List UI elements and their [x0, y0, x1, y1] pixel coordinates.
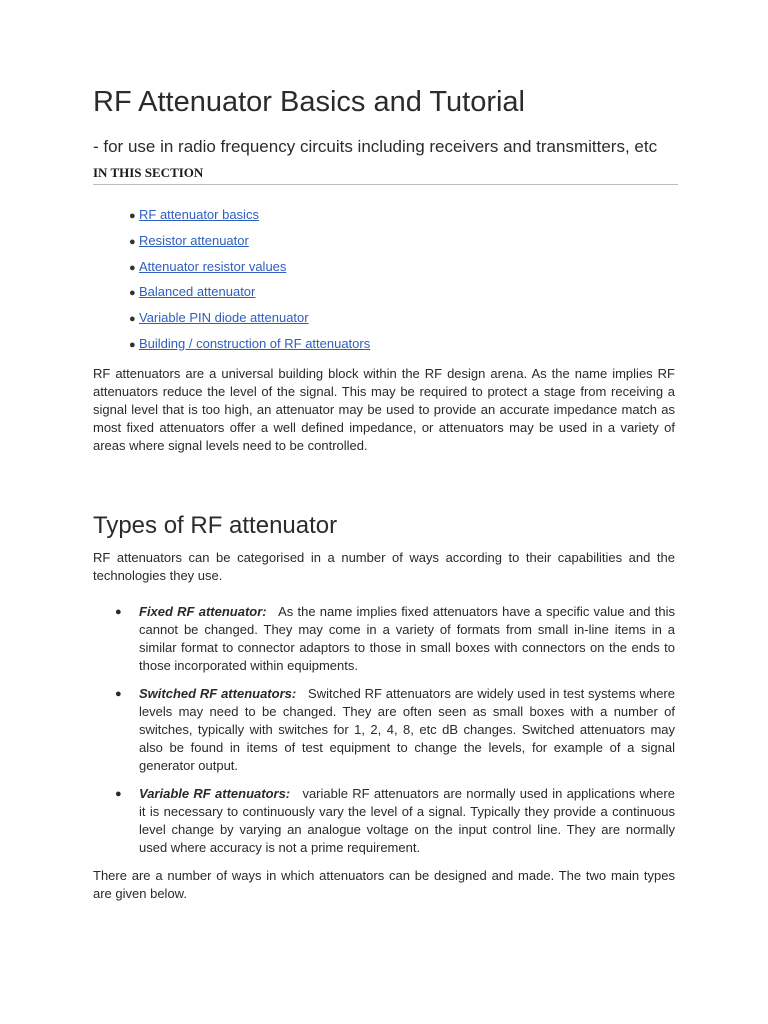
list-item — [93, 785, 675, 857]
toc-link-variable-pin-diode-attenuator[interactable]: Variable PIN diode attenuator — [139, 310, 309, 326]
bullet-icon: ● — [115, 688, 122, 700]
outro-paragraph: There are a number of ways in which attenuators can be designed and made. The two main types are given below. — [93, 868, 675, 901]
toc-item — [129, 335, 370, 361]
bullet-icon: ● — [129, 287, 136, 300]
type-term: Fixed RF attenuator: — [139, 604, 267, 619]
types-intro-paragraph: RF attenuators can be categorised in a number of ways according to their capabilities and the technologies they use. — [93, 550, 675, 583]
types-heading: Types of RF attenuator — [93, 512, 338, 539]
toc-link-attenuator-resistor-values[interactable]: Attenuator resistor values — [139, 258, 287, 274]
intro-paragraph: RF attenuators are a universal building block within the RF design arena. As the name implies RF attenuators reduce the level of the signal. This may be required to protect a stage from receiving a signal level that is too high, an attenuator may be used to provide an accurate impedance match as most fixed attenuators offer a well defined impedance, or attenuators may be used in a variety of areas where signal levels need to be controlled. — [93, 366, 675, 453]
toc-link-balanced-attenuator[interactable]: Balanced attenuator — [139, 284, 256, 300]
page-subtitle: - for use in radio frequency circuits including receivers and transmitters, etc — [93, 137, 658, 156]
list-item — [93, 685, 675, 775]
bullet-icon: ● — [129, 261, 136, 274]
toc-item — [129, 258, 370, 284]
toc-item — [129, 232, 370, 258]
type-description: Switched RF attenuators are widely used in test systems where levels may need to be changed. They are often seen as small boxes with a number of switches, typically with switches for 1, 2, 4, 8, etc dB changes. Switched attenuators may also be found in items of test equipment to change the levels, for example of a signal generator output. — [139, 686, 675, 773]
type-description: As the name implies fixed attenuators have a specific value and this cannot be changed. They may come in a variety of formats from small in-line items in a similar format to connector adaptors to those in small boxes with connectors on the ends to those incorporated within equipments. — [139, 604, 675, 673]
types-list — [93, 603, 675, 867]
type-description: variable RF attenuators are normally used in applications where it is necessary to continuously vary the level of a signal. Typically they provide a continuous level change by varying an analogue voltage on the input control line. They are normally used where accuracy is not a prime requirement. — [139, 786, 675, 855]
section-toc — [129, 206, 370, 361]
toc-link-building-construction[interactable]: Building / construction of RF attenuators — [139, 335, 371, 351]
bullet-icon: ● — [115, 606, 122, 618]
bullet-icon: ● — [115, 788, 122, 800]
page-title: RF Attenuator Basics and Tutorial — [93, 86, 525, 118]
bullet-icon: ● — [129, 210, 136, 222]
type-term: Variable RF attenuators: — [139, 786, 291, 801]
toc-item — [129, 206, 370, 232]
section-divider — [93, 184, 678, 185]
list-item — [93, 603, 675, 675]
toc-link-rf-attenuator-basics[interactable]: RF attenuator basics — [139, 207, 259, 222]
type-term: Switched RF attenuators: — [139, 686, 297, 701]
bullet-icon: ● — [129, 235, 136, 248]
toc-item — [129, 283, 370, 309]
toc-item — [129, 309, 370, 335]
toc-link-resistor-attenuator[interactable]: Resistor attenuator — [139, 232, 249, 248]
bullet-icon: ● — [129, 338, 136, 351]
bullet-icon: ● — [129, 313, 136, 326]
section-label: IN THIS SECTION — [93, 165, 204, 180]
